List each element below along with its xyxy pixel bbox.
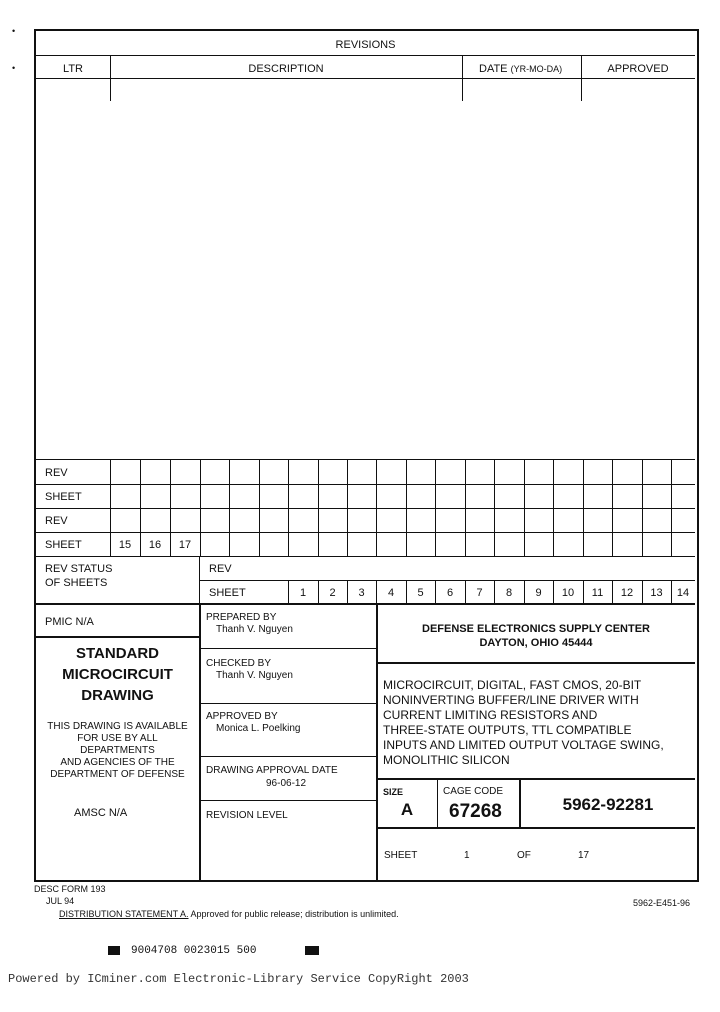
cage-code-label: CAGE CODE [443, 786, 504, 797]
col-approved: APPROVED [607, 63, 669, 75]
grid-line [318, 581, 319, 604]
rule [36, 636, 199, 638]
grid-line [524, 581, 525, 604]
revision-level-label: REVISION LEVEL [206, 810, 288, 821]
grid-line [612, 460, 613, 556]
sheet-number: 4 [387, 587, 395, 599]
approval-date-value: 96-06-12 [266, 778, 307, 789]
size-value: A [400, 800, 414, 819]
rev-status-label: OF SHEETS [45, 577, 108, 589]
approval-date-label: DRAWING APPROVAL DATE [206, 765, 338, 776]
col-date-format: (YR-MO-DA) [510, 64, 563, 74]
grid-line [347, 581, 348, 604]
rule [110, 55, 111, 101]
drawing-number: 5962-92281 [562, 795, 654, 814]
grid-line [376, 581, 377, 604]
checked-by-name: Thanh V. Nguyen [216, 670, 293, 681]
rule [36, 508, 695, 509]
grid-line [435, 460, 436, 556]
col-ltr: LTR [63, 63, 83, 75]
sheet-label: SHEET [45, 539, 82, 551]
rule [377, 827, 695, 829]
grid-line [259, 460, 260, 556]
rev-label: REV [45, 515, 68, 527]
availability-line: THIS DRAWING IS AVAILABLE [47, 721, 188, 732]
sheet-number: 8 [505, 587, 513, 599]
rev-label: REV [209, 563, 232, 575]
grid-line [406, 460, 407, 556]
sheet-label: SHEET [209, 587, 246, 599]
distribution-statement [59, 908, 399, 920]
grid-line [642, 460, 643, 556]
description-line: CURRENT LIMITING RESISTORS AND [383, 708, 598, 722]
size-label: SIZE [383, 787, 404, 797]
grid-line [553, 460, 554, 556]
description-line: INPUTS AND LIMITED OUTPUT VOLTAGE SWING, [383, 738, 664, 752]
rule [200, 648, 376, 649]
margin-mark: • [12, 26, 16, 36]
amsc-label: AMSC N/A [74, 807, 128, 819]
grid-line [494, 460, 495, 556]
availability-line: DEPARTMENT OF DEFENSE [50, 769, 185, 780]
form-date: JUL 94 [46, 896, 75, 906]
rule [200, 800, 376, 801]
rule [36, 556, 695, 557]
grid-line [140, 460, 141, 556]
grid-line [435, 581, 436, 604]
rule [437, 779, 438, 827]
grid-line [199, 556, 200, 604]
col-date [479, 63, 562, 75]
revisions-title: REVISIONS [335, 39, 396, 51]
col-date-label: DATE [479, 63, 508, 75]
grid-line [376, 460, 377, 556]
pmic-label: PMIC N/A [45, 616, 94, 628]
grid-line [288, 460, 289, 556]
barcode-mark [305, 946, 319, 955]
rule [199, 604, 201, 880]
rule [377, 778, 695, 780]
powered-by-text: Powered by ICminer.com Electronic-Library Service CopyRight 2003 [8, 972, 469, 986]
grid-line [406, 581, 407, 604]
col-description: DESCRIPTION [248, 63, 324, 75]
margin-mark: • [12, 63, 16, 73]
grid-line [642, 581, 643, 604]
distribution-text: Approved for public release; distribution is unlimited. [190, 909, 399, 919]
rule [200, 756, 376, 757]
grid-line [170, 460, 171, 556]
grid-line [200, 460, 201, 556]
grid-line [110, 460, 111, 556]
sheet-number: 7 [476, 587, 483, 599]
grid-line [229, 460, 230, 556]
grid-line [671, 581, 672, 604]
sheet-number: 5 [417, 587, 424, 599]
title-line: MICROCIRCUIT [62, 666, 173, 683]
grid-line [494, 581, 495, 604]
rule [200, 703, 376, 704]
rev-label: REV [45, 467, 68, 479]
sheet-label: SHEET [45, 491, 82, 503]
sheet-number: 15 [118, 539, 132, 551]
rule [36, 484, 695, 485]
description-line: NONINVERTING BUFFER/LINE DRIVER WITH [383, 693, 639, 707]
barcode-mark [108, 946, 120, 955]
grid-line [612, 581, 613, 604]
grid-line [465, 460, 466, 556]
sheet-number: 17 [178, 539, 192, 551]
rule [36, 603, 695, 605]
rule [377, 662, 695, 664]
grid-line [318, 460, 319, 556]
availability-line: DEPARTMENTS [80, 745, 155, 756]
rule [200, 580, 695, 581]
grid-line [524, 460, 525, 556]
sheet-number: 13 [650, 587, 663, 599]
distribution-label: DISTRIBUTION STATEMENT A. [59, 909, 189, 919]
sheet-number: 14 [676, 587, 690, 599]
rule [36, 532, 695, 533]
org-name: DEFENSE ELECTRONICS SUPPLY CENTER [422, 623, 650, 635]
sheet-number: 16 [148, 539, 162, 551]
description-line: MICROCIRCUIT, DIGITAL, FAST CMOS, 20-BIT [383, 678, 642, 692]
rev-status-label: REV STATUS [45, 563, 113, 575]
rule [581, 55, 582, 101]
grid-line [347, 460, 348, 556]
grid-line [583, 581, 584, 604]
approved-by-label: APPROVED BY [206, 711, 278, 722]
sheet-number: 10 [561, 587, 575, 599]
rule [462, 55, 463, 101]
grid-line [288, 581, 289, 604]
availability-line: FOR USE BY ALL [77, 733, 158, 744]
grid-line [583, 460, 584, 556]
checked-by-label: CHECKED BY [206, 658, 272, 669]
barcode-text: 9004708 0023015 500 [131, 945, 257, 957]
of-value: 17 [578, 850, 590, 861]
sheet-value: 1 [464, 850, 470, 861]
prepared-by-label: PREPARED BY [206, 612, 277, 623]
availability-line: AND AGENCIES OF THE [60, 757, 175, 768]
title-line: DRAWING [81, 687, 154, 704]
sheet-number: 11 [591, 587, 604, 599]
description-line: MONOLITHIC SILICON [383, 753, 510, 767]
grid-line [671, 460, 672, 556]
approved-by-name: Monica L. Poelking [216, 723, 301, 734]
sheet-number: 2 [329, 587, 336, 599]
of-label: OF [517, 850, 531, 861]
sheet-number: 6 [446, 587, 454, 599]
rule [36, 78, 695, 79]
sheet-number: 3 [358, 587, 365, 599]
prepared-by-name: Thanh V. Nguyen [216, 624, 293, 635]
sheet-number: 9 [535, 587, 542, 599]
title-line: STANDARD [75, 645, 160, 662]
sheet-number: 12 [620, 587, 634, 599]
cage-code-value: 67268 [449, 801, 502, 822]
description-line: THREE-STATE OUTPUTS, TTL COMPATIBLE [383, 723, 632, 737]
grid-line [465, 581, 466, 604]
sheet-label: SHEET [384, 850, 418, 861]
rule [36, 55, 695, 56]
form-number: DESC FORM 193 [34, 884, 106, 894]
grid-line [553, 581, 554, 604]
form-code: 5962-E451-96 [633, 898, 691, 908]
sheet-number: 1 [299, 587, 307, 599]
rule [36, 459, 695, 460]
org-address: DAYTON, OHIO 45444 [479, 637, 593, 649]
